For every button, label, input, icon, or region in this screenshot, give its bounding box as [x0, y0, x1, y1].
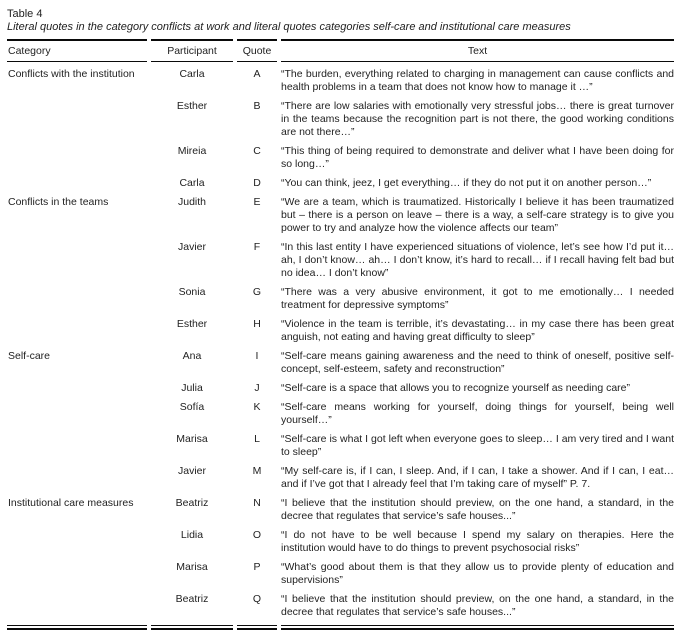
quote-code-cell: O [252, 529, 262, 541]
quote-text-cell: “You can think, jeez, I get everything… if they do not put it on another person…” [281, 177, 652, 189]
quote-code-cell: L [254, 433, 260, 445]
quote-text-cell: “There are low salaries with emotionally very stressful jobs… there is great turnover in the teams because the recognition part is not there, the good working conditions are not there…” [281, 100, 674, 138]
quote-text-cell: “In this last entity I have experienced situations of violence, let’s see how I’d put it… ah, I don’t know… ah… I don’t know, it’s hard to recall… if I recall having felt bad but no idea… I don’t know” [281, 241, 674, 279]
quote-code-cell: I [255, 350, 259, 362]
participant-cell: Sofía [179, 401, 205, 413]
category-cell: Self-care [8, 350, 51, 362]
participant-cell: Javier [177, 465, 206, 477]
quote-code-cell: Q [252, 593, 262, 605]
quote-code-cell: P [253, 561, 261, 573]
category-cell: Conflicts in the teams [8, 196, 109, 208]
quote-text-cell: “Self-care means working for yourself, doing things for yourself, being well yourself…” [281, 401, 674, 426]
participant-cell: Mireia [177, 145, 207, 157]
quote-code-cell: G [252, 286, 262, 298]
participant-cell: Carla [179, 68, 205, 80]
participant-cell: Marisa [176, 561, 208, 573]
column-header-quote: Quote [237, 39, 277, 62]
participant-cell: Julia [181, 382, 203, 394]
quotes-table [7, 39, 674, 630]
column-header-text: Text [281, 39, 674, 62]
quote-text-cell: “Self-care means gaining awareness and the need to think of oneself, positive self-concept, self-esteem, safety and reconstruction” [281, 350, 674, 375]
table-caption: Literal quotes in the category conflicts at work and literal quotes categories self-care and institutional care measures [7, 21, 571, 33]
quote-text-cell: “Self-care is a space that allows you to recognize yourself as needing care” [281, 382, 631, 394]
quote-text-cell: “Violence in the team is terrible, it’s devastating… in my case there has been great anguish, not eating and having great difficulty to sleep” [281, 318, 674, 343]
participant-cell: Ana [182, 350, 202, 362]
participant-cell: Marisa [176, 433, 208, 445]
quote-code-cell: C [253, 145, 261, 157]
quote-text-cell: “Self-care is what I got left when everyone goes to sleep… I am very tired and I want to sleep” [281, 433, 674, 458]
quote-text-cell: “I believe that the institution should preview, on the one hand, a standard, in the decree that regulates that service’s safe houses...” [281, 593, 674, 618]
quote-code-cell: E [253, 196, 261, 208]
participant-cell: Beatriz [175, 497, 209, 509]
quote-text-cell: “The burden, everything related to charging in management can cause conflicts and health problems in a team that does not know how to manage it …” [281, 68, 674, 93]
participant-cell: Javier [177, 241, 206, 253]
category-cell: Institutional care measures [8, 497, 134, 509]
quote-text-cell: “I believe that the institution should preview, on the one hand, a standard, in the decree that regulates that service’s safe houses...” [281, 497, 674, 522]
column-header-category: Category [7, 39, 147, 62]
quote-code-cell: J [254, 382, 260, 394]
column-header-participant: Participant [151, 39, 233, 62]
quote-code-cell: K [253, 401, 261, 413]
quote-text-cell: “What’s good about them is that they allow us to provide plenty of education and supervisions” [281, 561, 674, 586]
participant-cell: Sonia [178, 286, 206, 298]
quote-code-cell: F [253, 241, 261, 253]
participant-cell: Carla [179, 177, 205, 189]
quote-code-cell: H [253, 318, 261, 330]
category-cell: Conflicts with the institution [8, 68, 135, 80]
quote-code-cell: M [252, 465, 262, 477]
table-bottom-rule [151, 625, 233, 630]
participant-cell: Lidia [180, 529, 204, 541]
table-bottom-rule [237, 625, 277, 630]
participant-cell: Esther [176, 318, 208, 330]
quote-text-cell: “We are a team, which is traumatized. Historically I believe it has been traumatized but – there is a person on leave – there is a way, a self-care strategy is to give you power to try and analyze how the violence affects our team” [281, 196, 674, 234]
participant-cell: Judith [177, 196, 207, 208]
quote-text-cell: “This thing of being required to demonstrate and deliver what I have been doing for so long…” [281, 145, 674, 170]
quote-code-cell: A [253, 68, 261, 80]
table-bottom-rule [281, 625, 674, 630]
participant-cell: Esther [176, 100, 208, 112]
table-bottom-rule [7, 625, 147, 630]
quote-text-cell: “I do not have to be well because I spend my salary on therapies. Here the institution would have to do things to prevent psychosocial risks” [281, 529, 674, 554]
quote-code-cell: D [253, 177, 261, 189]
quote-text-cell: “My self-care is, if I can, I sleep. And, if I can, I take a shower. And if I can, I eat… and if I’ve got that I already feel that I’m taking care of myself” P. 7. [281, 465, 674, 490]
table-label: Table 4 [7, 8, 43, 20]
participant-cell: Beatriz [175, 593, 209, 605]
quote-text-cell: “There was a very abusive environment, it got to me emotionally… I needed treatment for depressive symptoms” [281, 286, 674, 311]
quote-code-cell: B [253, 100, 261, 112]
quote-code-cell: N [253, 497, 261, 509]
